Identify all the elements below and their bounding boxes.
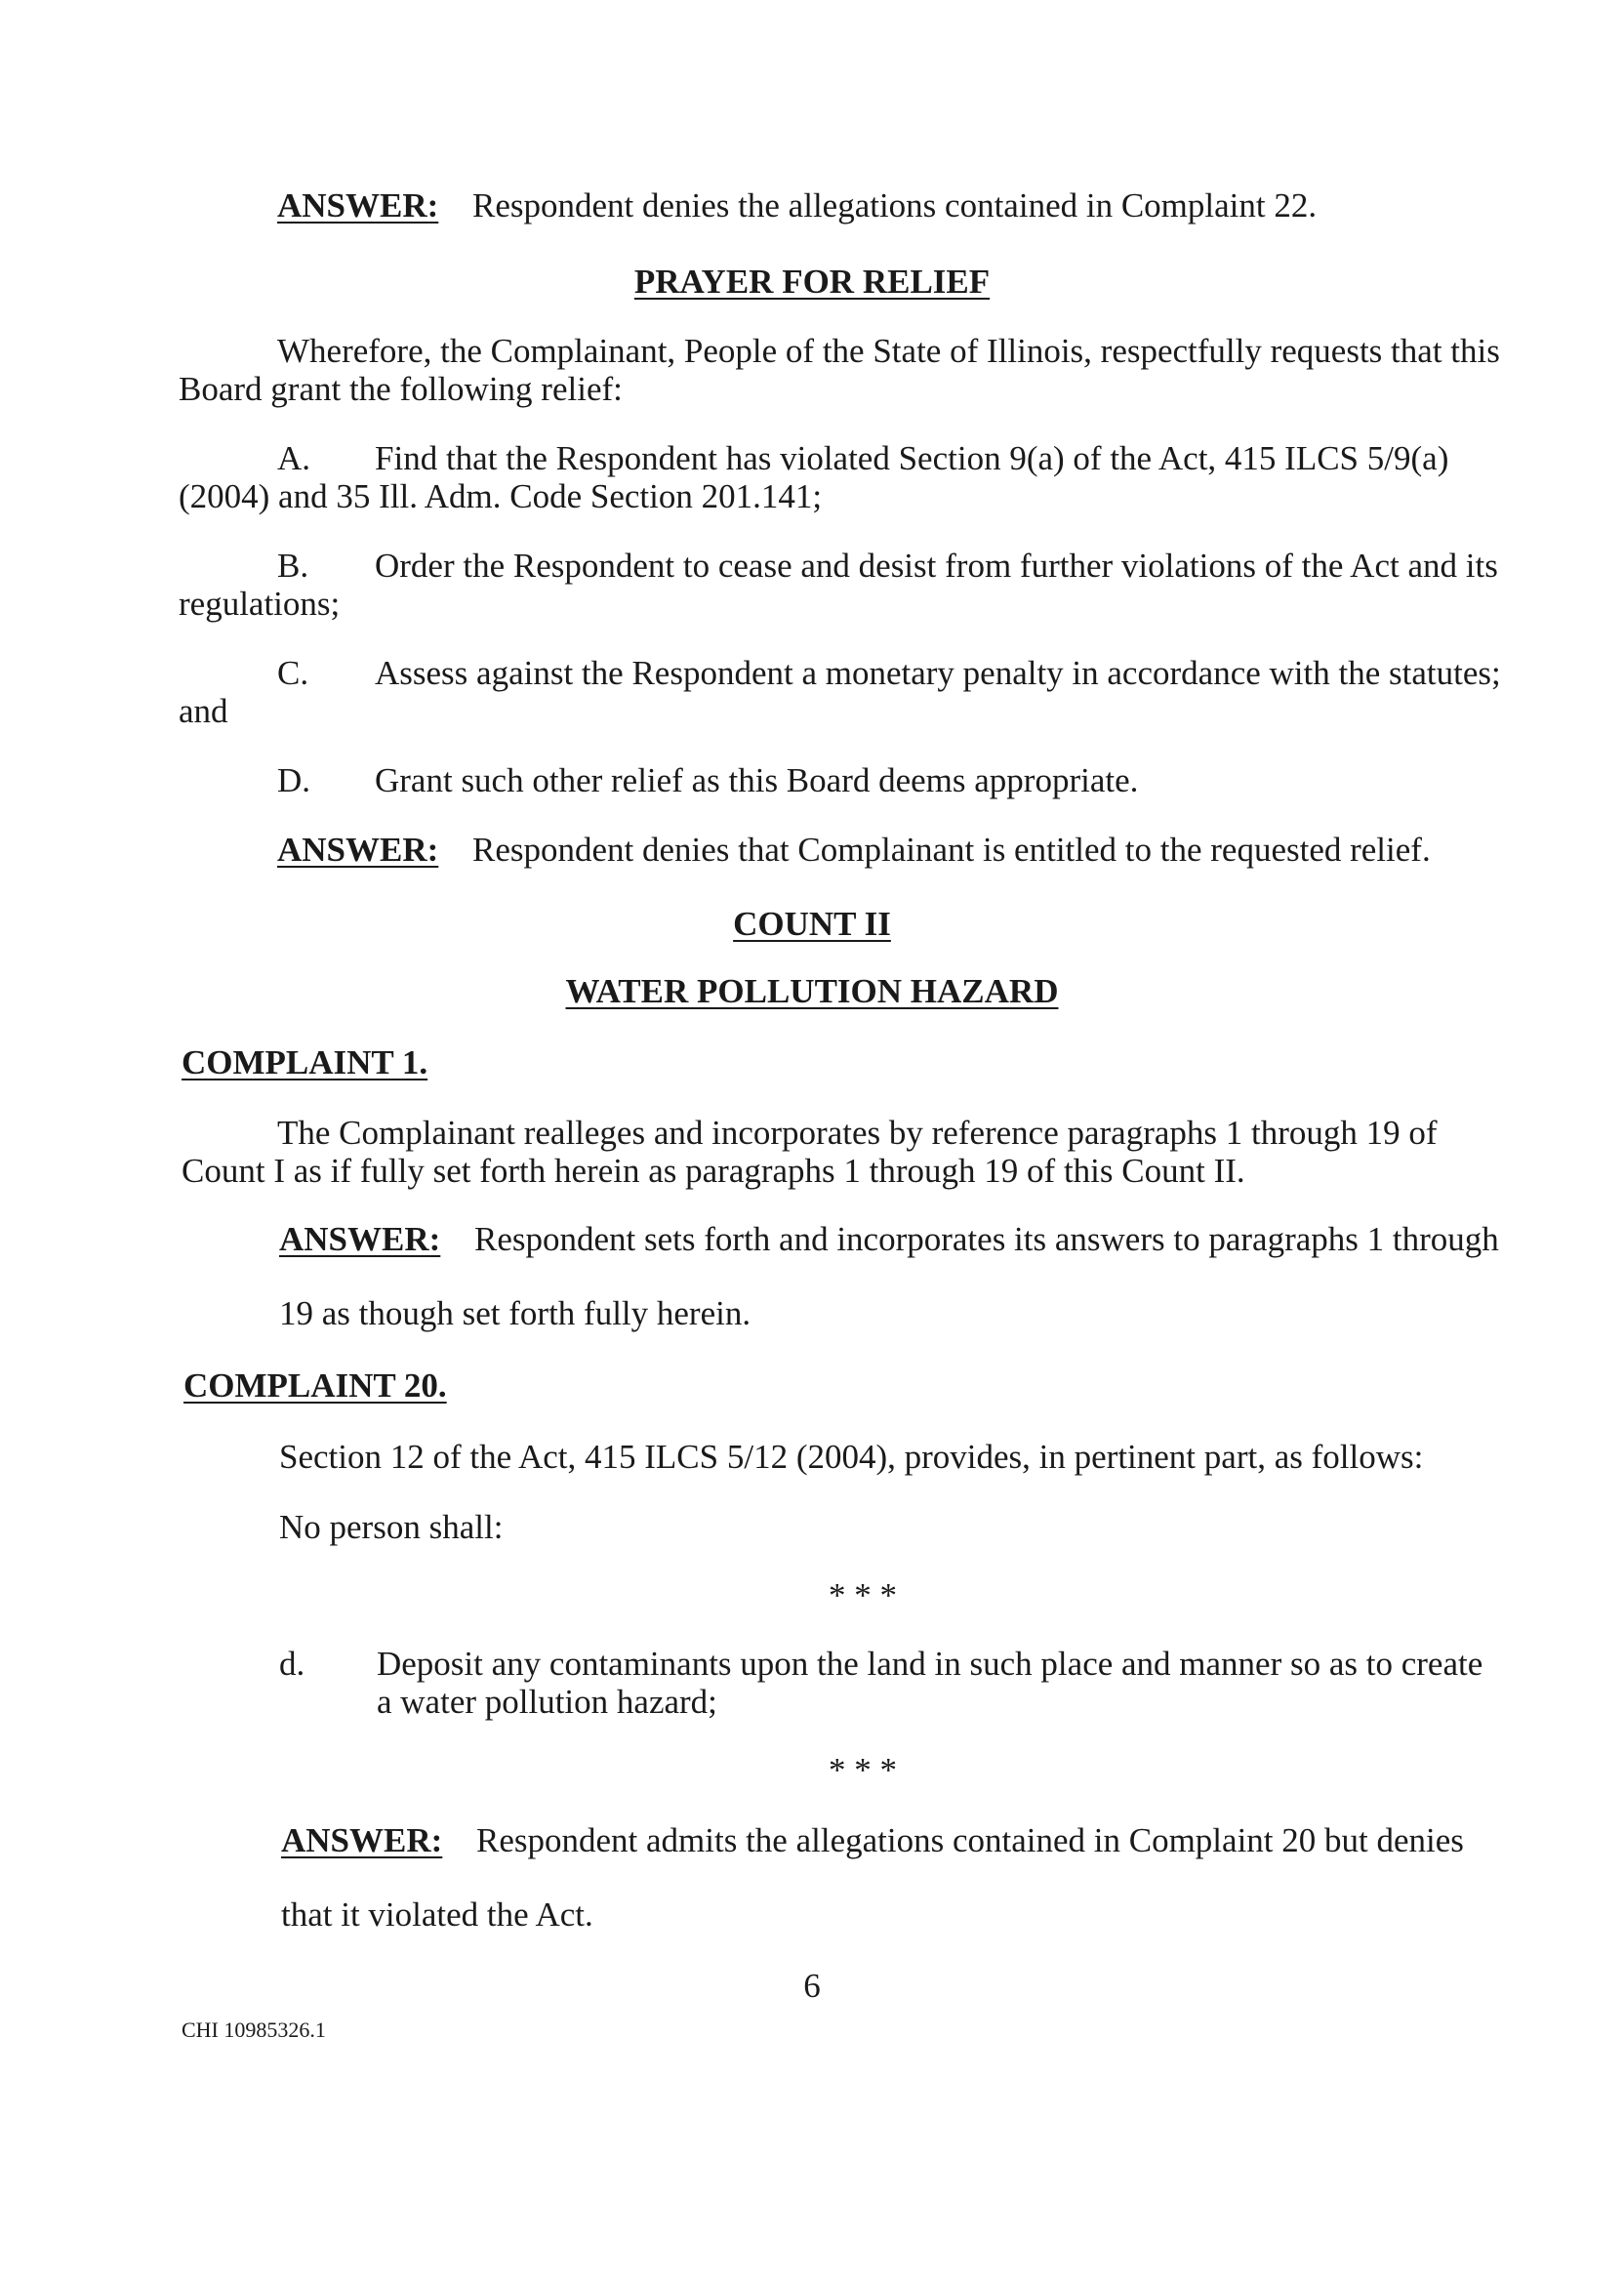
complaint-1-line1: The Complainant realleges and incorporates by reference paragraphs 1 through 19 of: [277, 1114, 1438, 1152]
document-id: CHI 10985326.1: [182, 2017, 326, 2042]
relief-letter-b: B.: [277, 547, 309, 585]
relief-a-line1: Find that the Respondent has violated Section 9(a) of the Act, 415 ILCS 5/9(a): [375, 439, 1449, 477]
relief-letter-d: D.: [277, 761, 311, 799]
complaint-1-answer-line2: 19 as though set forth fully herein.: [279, 1294, 751, 1332]
relief-letter-a: A.: [277, 439, 311, 477]
relief-letter-c: C.: [277, 654, 309, 692]
prayer-answer-label: ANSWER:: [277, 831, 439, 869]
answer-label: ANSWER:: [277, 186, 439, 224]
complaint-1-heading: COMPLAINT 1.: [182, 1043, 428, 1081]
prayer-intro-line2: Board grant the following relief:: [179, 370, 623, 408]
answer-text: Respondent denies the allegations contained in Complaint 22.: [472, 186, 1318, 224]
prayer-answer-text: Respondent denies that Complainant is entitled to the requested relief.: [472, 831, 1431, 869]
count-heading: COUNT II: [733, 905, 891, 943]
complaint-1-answer-label: ANSWER:: [279, 1220, 441, 1258]
complaint-20-answer-line1: Respondent admits the allegations contained in Complaint 20 but denies: [476, 1821, 1464, 1859]
complaint-20-answer-label: ANSWER:: [281, 1821, 443, 1859]
relief-c-line2: and: [179, 692, 228, 730]
complaint-20-line2: No person shall:: [279, 1508, 504, 1546]
relief-b-line2: regulations;: [179, 585, 341, 623]
complaint-20-heading: COMPLAINT 20.: [183, 1366, 447, 1405]
statute-item-line1: Deposit any contaminants upon the land in such place and manner so as to create: [377, 1645, 1483, 1683]
prayer-intro-line1: Wherefore, the Complainant, People of the State of Illinois, respectfully requests that this: [277, 332, 1500, 370]
count-subheading: WATER POLLUTION HAZARD: [565, 972, 1059, 1010]
ellipsis-top: * * *: [829, 1576, 897, 1614]
complaint-1-line2: Count I as if fully set forth herein as paragraphs 1 through 19 of this Count II.: [182, 1152, 1245, 1190]
relief-c-line1: Assess against the Respondent a monetary penalty in accordance with the statutes;: [375, 654, 1501, 692]
relief-d-line1: Grant such other relief as this Board deems appropriate.: [375, 761, 1139, 799]
relief-b-line1: Order the Respondent to cease and desist from further violations of the Act and its: [375, 547, 1498, 585]
complaint-20-answer-line2: that it violated the Act.: [281, 1895, 593, 1934]
statute-item-line2: a water pollution hazard;: [377, 1683, 717, 1721]
page-number: 6: [803, 1967, 821, 2005]
ellipsis-bottom: * * *: [829, 1751, 897, 1789]
statute-item-letter: d.: [279, 1645, 305, 1683]
relief-a-line2: (2004) and 35 Ill. Adm. Code Section 201.141;: [179, 477, 823, 515]
complaint-20-line1: Section 12 of the Act, 415 ILCS 5/12 (2004), provides, in pertinent part, as follows:: [279, 1438, 1424, 1476]
prayer-heading: PRAYER FOR RELIEF: [633, 263, 991, 301]
complaint-1-answer-line1: Respondent sets forth and incorporates its answers to paragraphs 1 through: [474, 1220, 1499, 1258]
